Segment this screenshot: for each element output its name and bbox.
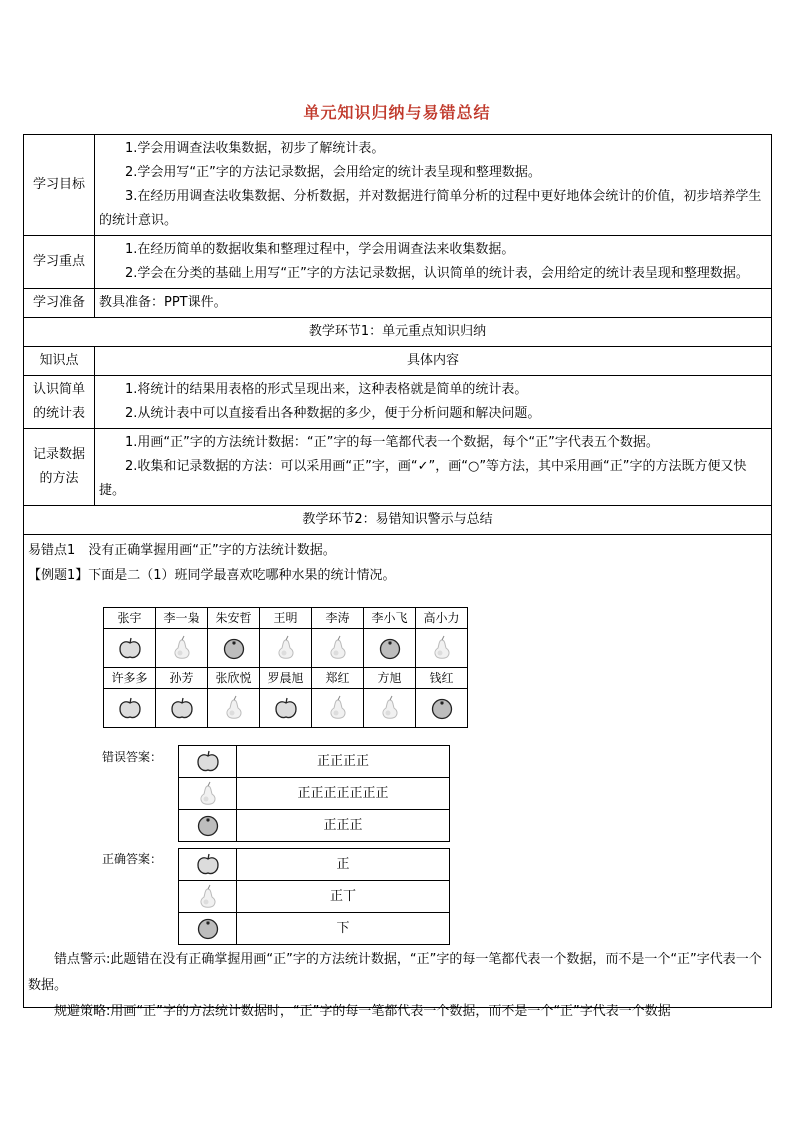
page-title: 单元知识归纳与易错总结 bbox=[303, 103, 491, 122]
knowledge-content bbox=[95, 376, 772, 429]
tally-row bbox=[179, 810, 450, 842]
lesson-table bbox=[23, 134, 772, 1019]
orange-icon bbox=[179, 913, 237, 945]
wrong-answer-label: 错误答案： bbox=[102, 750, 163, 764]
knowledge-line: 1.将统计的结果用表格的形式呈现出来，这种表格就是简单的统计表。 bbox=[125, 382, 528, 397]
goals-line: 1.学会用调查法收集数据，初步了解统计表。 bbox=[125, 141, 385, 156]
apple-icon bbox=[179, 746, 237, 778]
student-name: 方旭 bbox=[364, 668, 416, 689]
student-name: 孙芳 bbox=[156, 668, 208, 689]
goals-line: 3.在经历用调查法收集数据、分析数据，并对数据进行简单分析的过程中更好地体会统计的价值，初步培养学生的统计意识。 bbox=[99, 189, 762, 228]
apple-icon bbox=[156, 689, 208, 728]
error-point: 易错点1 没有正确掌握用画“正”字的方法统计数据。 bbox=[28, 543, 336, 558]
pear-icon bbox=[179, 778, 237, 810]
apple-icon bbox=[260, 689, 312, 728]
tally-cell: 下 bbox=[237, 913, 450, 945]
fruit-survey-grid bbox=[103, 607, 468, 728]
header-row bbox=[24, 347, 772, 376]
student-name: 李小飞 bbox=[364, 608, 416, 629]
section2-heading: 教学环节2：易错知识警示与总结 bbox=[24, 506, 772, 535]
col-content-header: 具体内容 bbox=[95, 347, 772, 376]
student-name: 钱红 bbox=[416, 668, 468, 689]
wrong-answer-table bbox=[178, 745, 450, 842]
student-name: 张欣悦 bbox=[208, 668, 260, 689]
avoid-strategy: 规避策略:用画“正”字的方法统计数据时，“正”字的每一笔都代表一个数据，而不是一个“正”字代表一个数据 bbox=[54, 1004, 671, 1019]
example-question: 【例题1】下面是二（1）班同学最喜欢吃哪种水果的统计情况。 bbox=[28, 568, 396, 583]
knowledge-row-table bbox=[24, 376, 772, 429]
orange-icon bbox=[364, 629, 416, 668]
section1-row bbox=[24, 318, 772, 347]
knowledge-label: 认识简单的统计表 bbox=[24, 376, 95, 429]
orange-icon bbox=[208, 629, 260, 668]
tally-cell: 正正正 bbox=[237, 810, 450, 842]
tally-row bbox=[179, 849, 450, 881]
goals-content bbox=[95, 135, 772, 236]
col-knowledge-header: 知识点 bbox=[24, 347, 95, 376]
right-answer-label: 正确答案： bbox=[102, 852, 163, 866]
knowledge-line: 2.从统计表中可以直接看出各种数据的多少，便于分析问题和解决问题。 bbox=[125, 406, 541, 421]
tally-cell: 正正正正 bbox=[237, 746, 450, 778]
lesson-document bbox=[23, 134, 771, 1019]
fruits-row bbox=[104, 689, 468, 728]
student-name: 罗晨旭 bbox=[260, 668, 312, 689]
pear-icon bbox=[208, 689, 260, 728]
prep-content: 教具准备：PPT课件。 bbox=[95, 289, 772, 318]
focus-label: 学习重点 bbox=[24, 236, 95, 289]
apple-icon bbox=[179, 849, 237, 881]
example-row bbox=[24, 535, 772, 1008]
goals-line: 2.学会用写“正”字的方法记录数据，会用给定的统计表呈现和整理数据。 bbox=[125, 165, 541, 180]
focus-line: 1.在经历简单的数据收集和整理过程中，学会用调查法来收集数据。 bbox=[125, 242, 515, 257]
student-name: 王明 bbox=[260, 608, 312, 629]
orange-icon bbox=[416, 689, 468, 728]
tally-row bbox=[179, 746, 450, 778]
focus-row bbox=[24, 236, 772, 289]
student-name: 李一枭 bbox=[156, 608, 208, 629]
names-row bbox=[104, 608, 468, 629]
tally-row bbox=[179, 881, 450, 913]
prep-row bbox=[24, 289, 772, 318]
fruits-row bbox=[104, 629, 468, 668]
tally-cell: 正丅 bbox=[237, 881, 450, 913]
knowledge-line: 2.收集和记录数据的方法：可以采用画“正”字，画“✓”，画“○”等方法，其中采用画“正”字的方法既方便又快捷。 bbox=[99, 459, 747, 498]
pear-icon bbox=[260, 629, 312, 668]
section2-row bbox=[24, 506, 772, 535]
prep-label: 学习准备 bbox=[24, 289, 95, 318]
pear-icon bbox=[179, 881, 237, 913]
tally-cell: 正 bbox=[237, 849, 450, 881]
student-name: 张宇 bbox=[104, 608, 156, 629]
student-name: 郑红 bbox=[312, 668, 364, 689]
pear-icon bbox=[312, 689, 364, 728]
pear-icon bbox=[156, 629, 208, 668]
focus-content bbox=[95, 236, 772, 289]
apple-icon bbox=[104, 629, 156, 668]
orange-icon bbox=[179, 810, 237, 842]
names-row bbox=[104, 668, 468, 689]
knowledge-row-method bbox=[24, 429, 772, 506]
student-name: 李涛 bbox=[312, 608, 364, 629]
right-answer-table bbox=[178, 848, 450, 945]
error-warning: 错点警示:此题错在没有正确掌握用画“正”字的方法统计数据，“正”字的每一笔都代表一个数据，而不是一个“正”字代表一个数据。 bbox=[28, 952, 762, 993]
tally-row bbox=[179, 778, 450, 810]
focus-line: 2.学会在分类的基础上用写“正”字的方法记录数据，认识简单的统计表，会用给定的统计表呈现和整理数据。 bbox=[125, 266, 749, 281]
example-area bbox=[24, 535, 771, 1019]
goals-label: 学习目标 bbox=[24, 135, 95, 236]
knowledge-label: 记录数据的方法 bbox=[24, 429, 95, 506]
section1-heading: 教学环节1：单元重点知识归纳 bbox=[24, 318, 772, 347]
pear-icon bbox=[312, 629, 364, 668]
student-name: 高小力 bbox=[416, 608, 468, 629]
pear-icon bbox=[364, 689, 416, 728]
pear-icon bbox=[416, 629, 468, 668]
knowledge-line: 1.用画“正”字的方法统计数据：“正”字的每一笔都代表一个数据，每个“正”字代表五个数据。 bbox=[125, 435, 659, 450]
apple-icon bbox=[104, 689, 156, 728]
tally-row bbox=[179, 913, 450, 945]
student-name: 朱安哲 bbox=[208, 608, 260, 629]
knowledge-content bbox=[95, 429, 772, 506]
student-name: 许多多 bbox=[104, 668, 156, 689]
tally-cell: 正正正正正正正 bbox=[237, 778, 450, 810]
goals-row bbox=[24, 135, 772, 236]
